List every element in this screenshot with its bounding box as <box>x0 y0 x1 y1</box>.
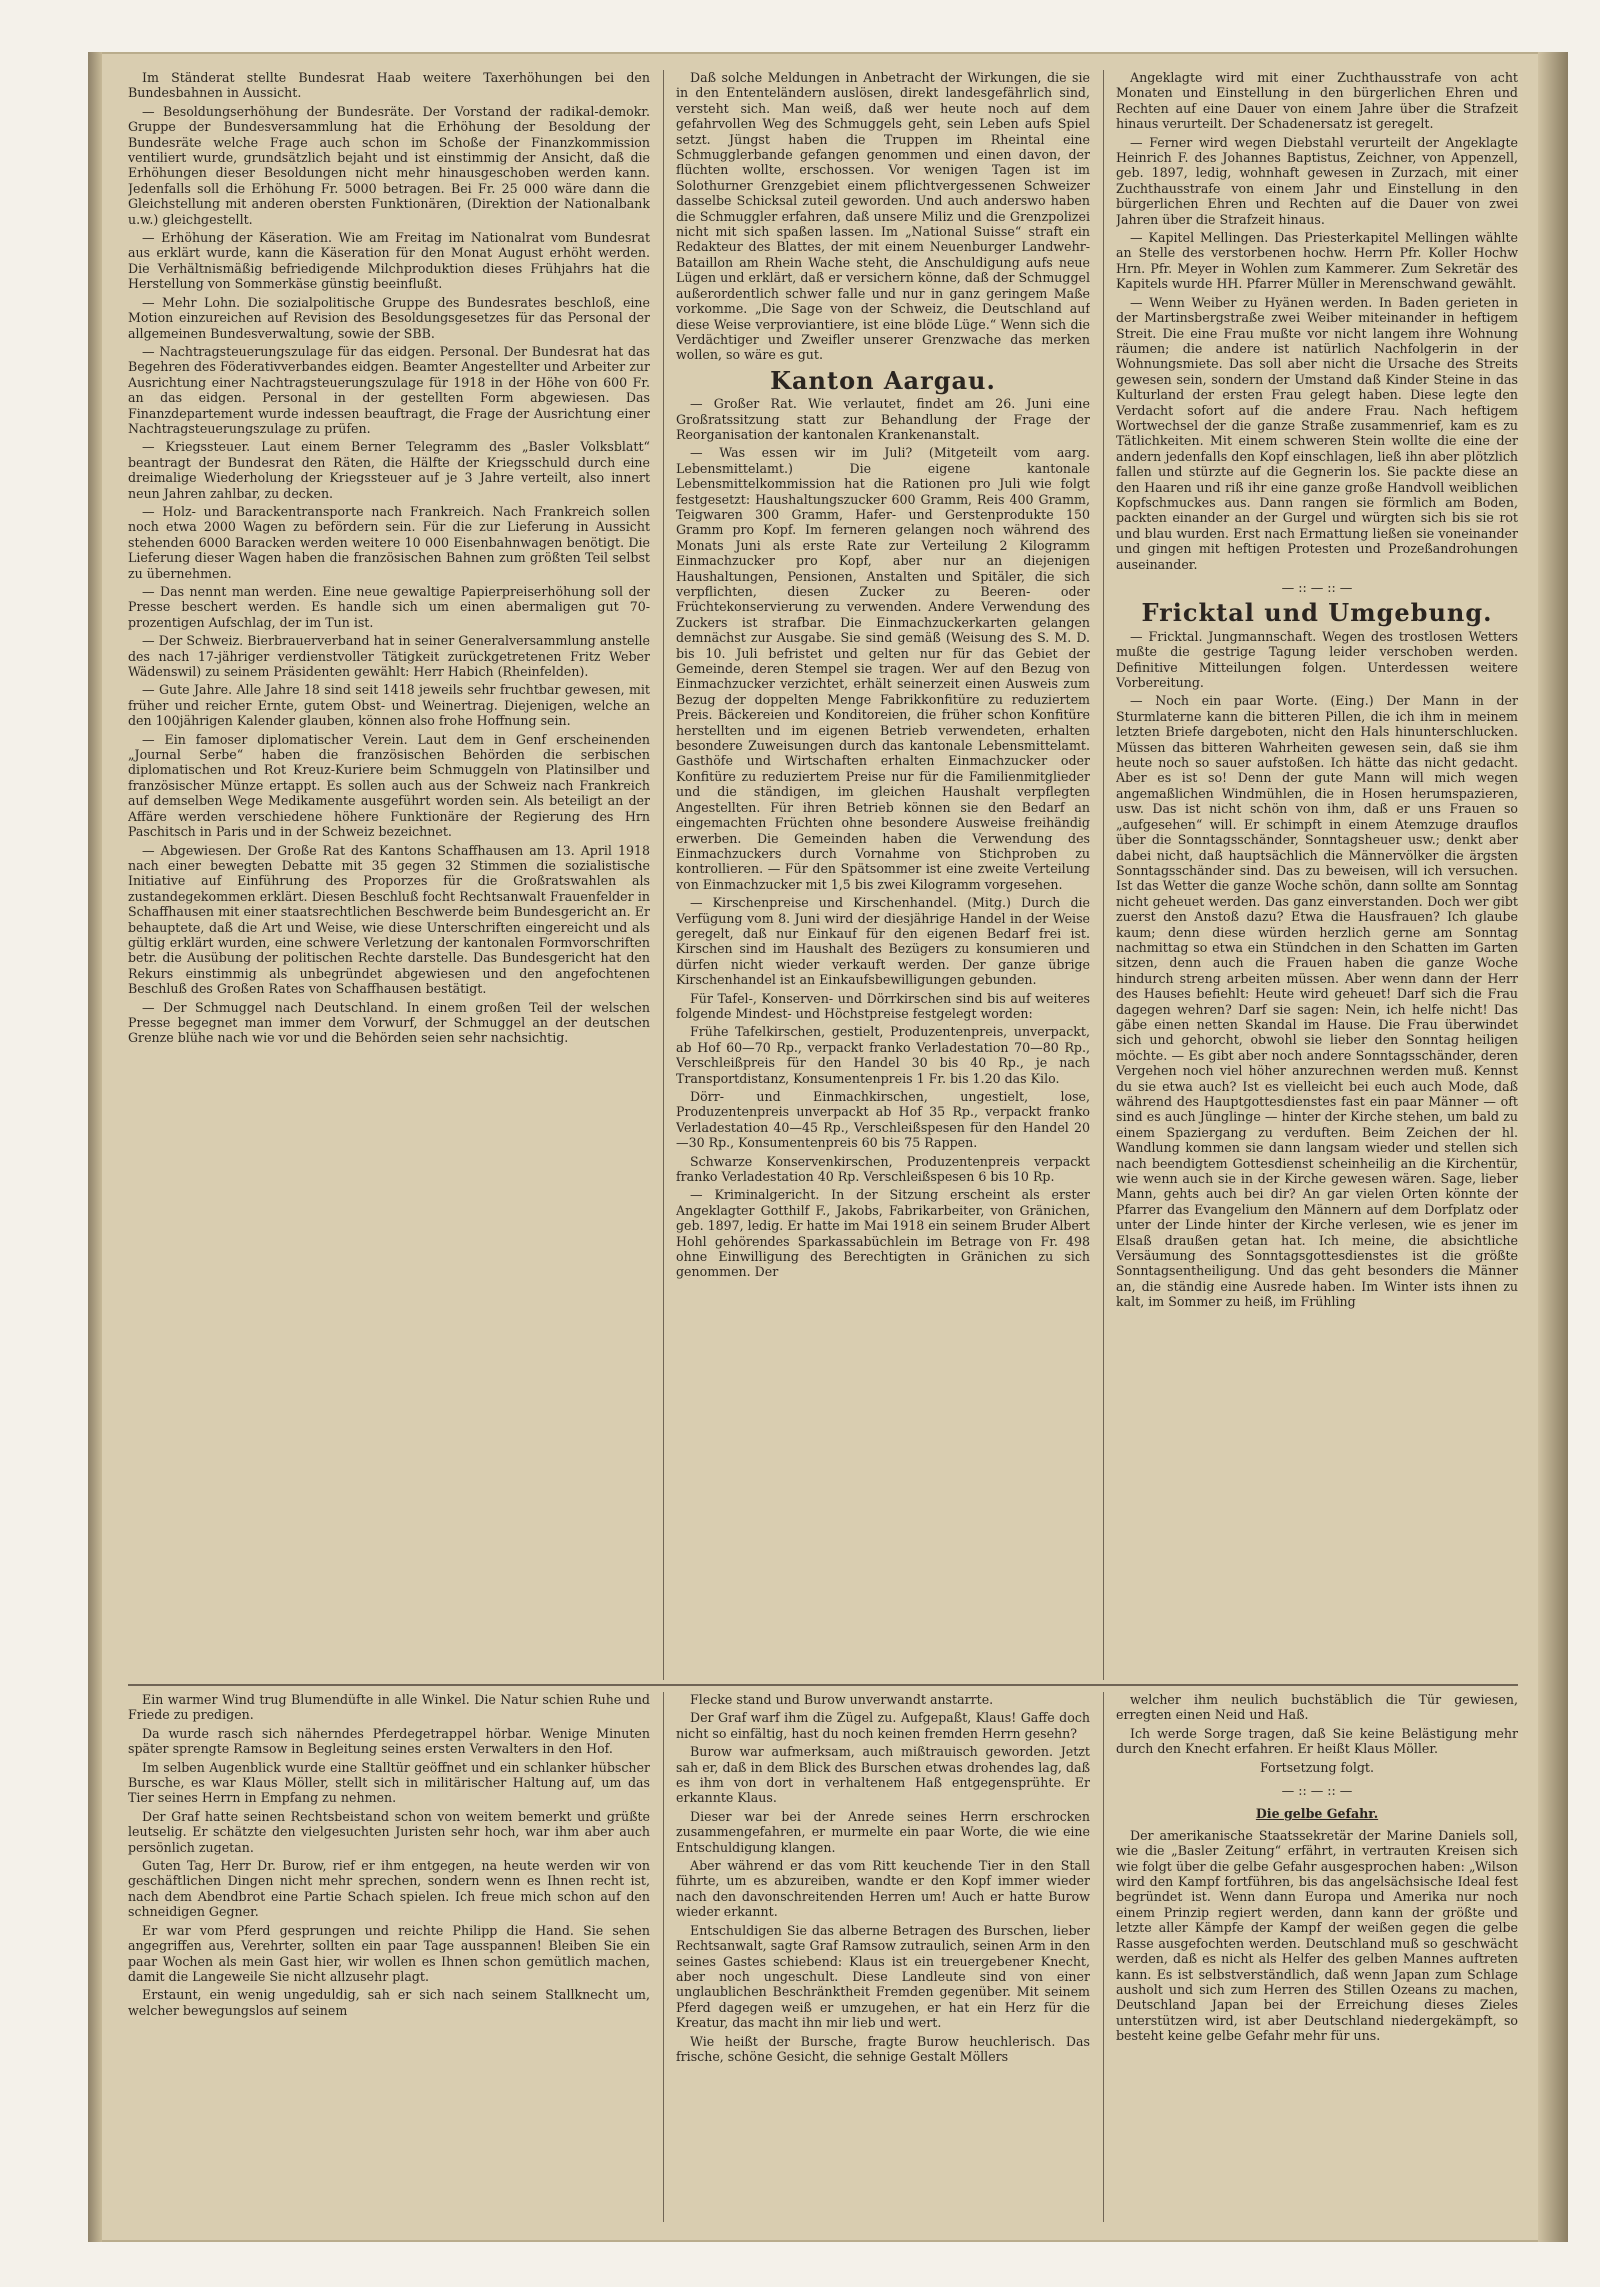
feuilleton-left <box>128 1692 650 2222</box>
book-binding <box>88 52 102 2242</box>
article-paragraph: — Großer Rat. Wie verlautet, findet am 26. Juni eine Großratssitzung statt zur Behandlung der Frage der Reorganisation der kantonalen Krankenanstalt. <box>676 396 1090 442</box>
feuilleton-middle <box>676 1692 1090 2222</box>
article-paragraph: Angeklagte wird mit einer Zuchthausstrafe von acht Monaten und Einstellung in den bürgerlichen Ehren und Rechten auf eine Dauer von einem Jahre über die Strafzeit hinaus verurteilt. Der Schadenersatz ist geregelt. <box>1116 70 1518 132</box>
article-paragraph: — Kriminalgericht. In der Sitzung erscheint als erster Angeklagter Gotthilf F., Jakobs, Fabrikarbeiter, von Gränichen, geb. 1897, ledig. Er hatte im Mai 1918 ein seinem Bruder Albert Hohl gehörendes Sparkassabüchlein im Betrage von Fr. 498 ohne Einwilligung des Berechtigten in Gränichen zu sich genommen. Der <box>676 1187 1090 1280</box>
article-paragraph: Frühe Tafelkirschen, gestielt, Produzentenpreis, unverpackt, ab Hof 60—70 Rp., verpackt franko Verladestation 70—80 Rp., Verschleißpreis für den Handel 30 bis 40 Rp., je nach Transportdistanz, Konsumentenpreis 1 Fr. bis 1.20 das Kilo. <box>676 1024 1090 1086</box>
article-paragraph: — Kriegssteuer. Laut einem Berner Telegramm des „Basler Volksblatt“ beantragt der Bundesrat den Räten, die Hälfte der Kriegsschuld durch eine dreimalige Wiederholung der Kriegssteuer auf je 3 Jahre verteilt, also innert neun Jahren zahlbar, zu decken. <box>128 439 650 501</box>
article-paragraph: — Besoldungserhöhung der Bundesräte. Der Vorstand der radikal-demokr. Gruppe der Bundesversammlung hat die Erhöhung der Besoldung der Bundesräte welche Frage auch schon im Schoße der Finanzkommission ventiliert wurde, grundsätzlich bejaht und ist einstimmig der Ansicht, daß die Erhöhungen dieser Besoldungen nicht mehr hinausgeschoben werden kann. Jedenfalls soll die Erhöhung Fr. 5000 betragen. Bei Fr. 25 000 wäre dann die Gleichstellung mit anderen obersten Funktionären, (Direktion der Nationalbank u.w.) gleichgestellt. <box>128 103 650 227</box>
article-paragraph: — Kirschenpreise und Kirschenhandel. (Mitg.) Durch die Verfügung vom 8. Juni wird der diesjährige Handel in der Weise geregelt, daß nur Einkauf für den eigenen Bedarf frei ist. Kirschen sind im Haushalt des Bezügers zu konsumieren und dürfen nicht wieder verkauft werden. Der ganze übrige Kirschenhandel ist an Einkaufsbewilligungen gebunden. <box>676 895 1090 988</box>
article-paragraph: Da wurde rasch sich näherndes Pferdegetrappel hörbar. Wenige Minuten später sprengte Ramsow in Begleitung seines ersten Verwalters in den Hof. <box>128 1725 650 1757</box>
article-paragraph: Er war vom Pferd gesprungen und reichte Philipp die Hand. Sie sehen angegriffen aus, Verehrter, sollten ein paar Tage ausspannen! Bleiben Sie ein paar Wochen als mein Gast hier, wir wollen es Ihnen schon gemütlich machen, damit die Langeweile Sie nicht allzusehr plagt. <box>128 1922 650 1984</box>
article-paragraph: — Gute Jahre. Alle Jahre 18 sind seit 1418 jeweils sehr fruchtbar gewesen, mit früher und reicher Ernte, gutem Obst- und Weinertrag. Diejenigen, welche an den 100jährigen Kalender glauben, können also frohe Hoffnung sein. <box>128 682 650 729</box>
article-paragraph: welcher ihm neulich buchstäblich die Tür gewiesen, erregten einen Neid und Haß. <box>1116 1692 1518 1723</box>
article-paragraph: — Wenn Weiber zu Hyänen werden. In Baden gerieten in der Martinsbergstraße zwei Weiber miteinander in heftigem Streit. Die eine Frau mußte vor nicht langem ihre Wohnung räumen; die andere ist natürlich Nachfolgerin in der Wohnungsmiete. Das soll aber nicht die Ursache des Streits gewesen sein, sondern der Umstand daß Kinder Steine in das Kulturland der ersten Frau gelegt haben. Diese legte den Verdacht sofort auf die andere Frau. Nach heftigem Wortwechsel der die ganze Straße zusammenrief, kam es zu Tätlichkeiten. Mit einem schweren Stein wollte die eine der andern jedenfalls den Kopf einschlagen, ließ ihn aber plötzlich fallen und stürzte auf die Gegnerin los. Sie packte diese an den Haaren und riß ihr eine ganze große Handvoll weiblichen Kopfschmuckes aus. Dann rangen sie förmlich am Boden, packten einander an der Gurgel und würgten sich bis sie rot und blau wurden. Erst nach Ermattung ließen sie voneinander und gingen mit heftigen Protesten und Prozeßandrohungen auseinander. <box>1116 294 1518 572</box>
column-middle <box>676 70 1090 1680</box>
section-title-kanton-aargau: Kanton Aargau. <box>770 365 996 395</box>
article-paragraph: — Das nennt man werden. Eine neue gewaltige Papierpreiserhöhung soll der Presse beschert werden. Es handle sich um einen abermaligen gut 70-prozentigen Aufschlag, der im Tun ist. <box>128 584 650 630</box>
article-paragraph: — Holz- und Barackentransporte nach Frankreich. Nach Frankreich sollen noch etwa 2000 Wagen zu befördern sein. Für die zur Lieferung in Aussicht stehenden 6000 Baracken werden weitere 10 000 Eisenbahnwagen benötigt. Die Lieferung dieser Wagen haben die französischen Bahnen zum größten Teil selbst zu übernehmen. <box>128 503 650 581</box>
article-paragraph: Dieser war bei der Anrede seines Herrn erschrocken zusammengefahren, er murmelte ein paar Worte, die wie eine Entschuldigung klangen. <box>676 1808 1090 1855</box>
article-paragraph: Ich werde Sorge tragen, daß Sie keine Belästigung mehr durch den Knecht erfahren. Er heißt Klaus Möller. <box>1116 1725 1518 1757</box>
article-paragraph: Entschuldigen Sie das alberne Betragen des Burschen, lieber Rechtsanwalt, sagte Graf Ramsow zutraulich, seinen Arm in den seines Gastes schiebend: Klaus ist ein treuergebener Knecht, aber noch ungeschult. Diese Landleute sind von einer unglaublichen Beschränktheit Fremden gegenüber. Mit seinem Pferd dagegen weiß er umzugehen, er hat ein Herz für die Kreatur, das macht ihn mir lieb und wert. <box>676 1922 1090 2031</box>
article-paragraph: Flecke stand und Burow unverwandt anstarrte. <box>690 1692 994 1707</box>
article-paragraph: — Abgewiesen. Der Große Rat des Kantons Schaffhausen am 13. April 1918 nach einer bewegten Debatte mit 35 gegen 32 Stimmen die sozialistische Initiative auf Einführung des Proporzes für die Großratswahlen als zustandegekommen erklärt. Diesen Beschluß focht Rechtsanwalt Frauenfelder in Schaffhausen mit einer staatsrechtlichen Beschwerde beim Bundesgericht an. Er behauptete, daß die Art und Weise, wie diese Unterschriften eingereicht und als gültig erklärt wurden, eine schwere Verletzung der kantonalen Formvorschriften betr. die Ausübung der politischen Rechte darstelle. Das Bundesgericht hat den Rekurs einstimmig als unbegründet abgewiesen und den angefochtenen Beschluß des Großen Rates von Schaffhausen bestätigt. <box>128 842 650 997</box>
section-title-fricktal: Fricktal und Umgebung. <box>1141 598 1493 628</box>
continuation-note: Fortsetzung folgt. <box>1259 1759 1374 1775</box>
article-paragraph: — Ferner wird wegen Diebstahl verurteilt der Angeklagte Heinrich F. des Johannes Baptistus, Zeichner, von Appenzell, geb. 1897, ledig, wohnhaft gewesen in Zurzach, mit einer Zuchthausstrafe von einem Jahr und Einstellung in den bürgerlichen Ehren und Rechten auf die Dauer von zwei Jahren über die Strafzeit hinaus. <box>1116 134 1518 227</box>
article-paragraph: Schwarze Konservenkirschen, Produzentenpreis verpackt franko Verladestation 40 Rp. Verschleißspesen 6 bis 10 Rp. <box>676 1153 1090 1185</box>
newspaper-page <box>88 52 1568 2242</box>
article-paragraph: Der amerikanische Staatssekretär der Marine Daniels soll, wie die „Basler Zeitung“ erfährt, in vertrauten Kreisen sich wie folgt über die gelbe Gefahr ausgesprochen haben: „Wilson wird den Kampf fortführen, bis das angelsächsische Ideal fest begründet ist. Wenn dann Europa und Amerika nur noch einem Prinzip regiert werden, dann kann der größte und letzte aller Kämpfe der Kampf der weißen gegen die gelbe Rasse ausgefochten werden. Deutschland muß so geschwächt werden, daß es nicht als Helfer des gelben Mannes auftreten kann. Es ist selbstverständlich, daß wenn Japan zum Schlage ausholt und sich zum Herren des Stillen Ozeans zu machen, Deutschland Japan bei der Erreichung dieses Zieles unterstützen wird, ist aber Deutschland niedergekämpft, so besteht keine gelbe Gefahr mehr für uns. <box>1116 1827 1518 2044</box>
article-paragraph: Im Ständerat stellte Bundesrat Haab weitere Taxerhöhungen bei den Bundesbahnen in Aussicht. <box>128 70 650 101</box>
article-paragraph: Für Tafel-, Konserven- und Dörrkirschen sind bis auf weiteres folgende Mindest- und Höchstpreise festgelegt worden: <box>676 990 1090 1021</box>
article-paragraph: — Was essen wir im Juli? (Mitgeteilt vom aarg. Lebensmittelamt.) Die eigene kantonale Lebensmittelkommission hat die Rationen pro Juli wie folgt festgesetzt: Haushaltungszucker 600 Gramm, Reis 400 Gramm, Teigwaren 300 Gramm, Hafer- und Gerstenprodukte 150 Gramm pro Kopf. Im ferneren gelangen noch während des Monats Juni als erste Rate zur Verteilung 2 Kilogramm Einmachzucker pro Kopf, aber nur an diejenigen Haushaltungen, Pensionen, Anstalten und Spitäler, die sich verpflichten, diesen Zucker zu Beeren- oder Früchtekonservierung zu verwenden. Andere Verwendung des Zuckers ist strafbar. Die Einmachzuckerkarten gelangen demnächst zur Ausgabe. Sie sind gemäß (Weisung des S. M. D. bis 10. Juli befristet und gelten nur für das Gebiet der Gemeinde, deren Stempel sie tragen. Wer auf den Bezug von Einmachzucker verzichtet, erhält seinerzeit einen Ausweis zum Bezug der doppelten Menge Fabrikkonfitüre zu reduziertem Preis. Bäckereien und Konditoreien, die früher schon Konfitüre herstellten und im eigenen Betrieb verwendeten, erhalten besondere Zuweisungen durch das kantonale Lebensmittelamt. Gasthöfe und Wirtschaften erhalten Einmachzucker oder Konfitüre zu reduziertem Preise nur für die Familienmitglieder und die ständigen, im gleichen Haushalt verpflegten Angestellten. Für ihren Betrieb können sie den Bedarf an eingemachten Früchten ohne besondere Ausweise freihändig erwerben. Die Gemeinden haben die Verwendung des Einmachzuckers durch Vornahme von Stichproben zu kontrollieren. — Für den Spätsommer ist eine zweite Verteilung von Einmachzucker mit 1,5 bis zwei Kilogramm vorgesehen. <box>676 445 1090 892</box>
article-paragraph: — Fricktal. Jungmannschaft. Wegen des trostlosen Wetters mußte die gestrige Tagung leider verschoben werden. Definitive Mitteilungen folgen. Unterdessen weitere Vorbereitung. <box>1116 628 1518 691</box>
article-paragraph: Burow war aufmerksam, auch mißtrauisch geworden. Jetzt sah er, daß in dem Blick des Burschen etwas drohendes lag, daß es ihm von dort in verhaltenem Haß entgegensprühte. Er erkannte Klaus. <box>676 1744 1090 1806</box>
article-paragraph: Im selben Augenblick wurde eine Stalltür geöffnet und ein schlanker hübscher Bursche, es war Klaus Möller, stellt sich in militärischer Haltung auf, um das Tier seines Herrn in Empfang zu nehmen. <box>128 1759 650 1806</box>
section-separator: — :: — :: — <box>1281 580 1353 595</box>
article-paragraph: Daß solche Meldungen in Anbetracht der Wirkungen, die sie in den Ententeländern auslösen, direkt landesgefährlich sind, versteht sich. Man weiß, daß wer heute noch auf dem gefahrvollen Weg des Schmuggels geht, sein Leben aufs Spiel setzt. Jüngst haben die Truppen im Rheintal eine Schmugglerbande gefangen genommen und einen davon, der flüchten wollte, erschossen. Vor wenigen Tagen ist im Solothurner Grenzgebiet einem pflichtvergessenen Schweizer dasselbe Schicksal zuteil geworden. Und auch anderswo haben die Schmuggler erfahren, daß unsere Miliz und die Grenzpolizei nicht mit sich spaßen lassen. Im „National Suisse“ straft ein Redakteur des Blattes, der mit einem Neuenburger Landwehr-Bataillon am Rhein Wache steht, die Anschuldigung aufs neue Lügen und erklärt, daß er versichern könne, daß der Schmuggel außerordentlich schwer falle und nur in ganz geringem Maße vorkomme. „Die Sage von der Schweiz, die Deutschland auf diese Weise verproviantiere, ist eine blöde Lüge.“ Wenn sich die Verdächtiger und Zweifler unserer Grenzwache das merken wollen, so wäre es gut. <box>676 70 1090 363</box>
article-paragraph: — Der Schweiz. Bierbrauerverband hat in seiner Generalversammlung anstelle des nach 17-jähriger verdienstvoller Tätigkeit zurückgetretenen Fritz Weber Wädenswil) zu seinem Präsidenten gewählt: Herr Habich (Rheinfelden). <box>128 633 650 680</box>
bottom-rule-1 <box>663 1692 664 2222</box>
article-paragraph: Der Graf hatte seinen Rechtsbeistand schon von weitem bemerkt und grüßte leutselig. Er schätzte den vielgesuchten Juristen sehr hoch, war ihm aber auch persönlich zugetan. <box>128 1808 650 1855</box>
column-rule-2 <box>1103 70 1104 1680</box>
article-paragraph: — Ein famoser diplomatischer Verein. Laut dem in Genf erscheinenden „Journal Serbe“ haben die französischen Behörden die serbischen diplomatischen und Rot Kreuz-Kuriere beim Schmuggeln von Platinsilber und französischer Münze ertappt. Es sollen auch aus der Schweiz nach Frankreich auf demselben Wege Medikamente ausgeführt worden sein. Als beteiligt an der Affäre werden verschiedene höhere Funktionäre der Regierung des Hrn Paschitsch in Paris und in der Schweiz bezeichnet. <box>128 731 650 840</box>
article-paragraph: Guten Tag, Herr Dr. Burow, rief er ihm entgegen, na heute werden wir von geschäftlichen Dingen nicht mehr sprechen, sondern wenn es Ihnen recht ist, nach dem Abendbrot eine Partie Schach spielen. Ich freue mich schon auf den schneidigen Gegner. <box>128 1858 650 1920</box>
feuilleton-right <box>1116 1692 1518 2222</box>
feuilleton-rule <box>128 1684 1518 1686</box>
article-paragraph: Ein warmer Wind trug Blumendüfte in alle Winkel. Die Natur schien Ruhe und Friede zu predigen. <box>128 1692 650 1723</box>
article-paragraph: Wie heißt der Bursche, fragte Burow heuchlerisch. Das frische, schöne Gesicht, die sehnige Gestalt Möllers <box>676 2033 1090 2064</box>
bottom-rule-2 <box>1103 1692 1104 2222</box>
column-rule-1 <box>663 70 664 1680</box>
article-paragraph: — Noch ein paar Worte. (Eing.) Der Mann in der Sturmlaterne kann die bitteren Pillen, die ich ihm in meinem letzten Briefe dargeboten, nicht den Hals hinunterschlucken. Müssen das bitteren Wahrheiten gewesen sein, daß sie ihm heute noch so sauer aufstoßen. Ich hätte das nicht gedacht. Aber es ist so! Denn der gute Mann will mich wegen angemaßlichen Windmühlen, die in Hosen herumspazieren, usw. Das ist nicht schön von ihm, daß er uns Frauen so „aufgesehen“ will. Er schimpft in einem Atemzuge drauflos über die Sonntagsschänder, Sonntagsheuer usw.; denkt aber dabei nicht, daß hauptsächlich die Männervölker die ärgsten Sonntagsschänder sind. Das zu beweisen, will ich versuchen. Ist das Wetter die ganze Woche schön, dann sollte am Sonntag nicht geheuet werden. Das ganz einverstanden. Doch wer gibt zuerst den Anstoß dazu? Etwa die Hausfrauen? Ich glaube kaum; denn diese würden herzlich gerne am Sonntag nachmittag so etwa ein Stündchen in den Schatten im Garten sitzen, denn auch die Frauen haben die ganze Woche hindurch streng arbeiten müssen. Aber wenn dann der Herr des Hauses befiehlt: Heute wird geheuet! Darf sich die Frau dagegen wehren? Darf sie sagen: Nein, ich helfe nicht! Das gäbe einen netten Skandal im Hause. Die Frau überwindet sich und gehorcht, obwohl sie lieber den Sonntag heiligen möchte. — Es gibt aber noch andere Sonntagsschänder, deren Vergehen noch viel höher anzurechnen werden muß. Kennst du sie etwa auch? Ist es vielleicht bei euch auch Mode, daß während des Hauptgottesdienstes fast ein paar Männer — oft sind es auch Jünglinge — hinter der Kirche stehen, um bald zu einem Spaziergang zu verduften. Beim Zeichen der hl. Wandlung kommen sie dann langsam wieder und stellen sich nach beendigtem Gottesdienst scheinheilig an die Kirchentür, wie wenn auch sie in der Kirche gewesen wären. Sage, lieber Mann, gehts auch bei dir? An gar vielen Orten könnte der Pfarrer das Evangelium den Männern auf dem Dorfplatz oder unter der Linde hinter der Kirche verlesen, wie es jener im Elsaß draußen getan hat. Ich meine, die absichtliche Versäumung des Sonntagsgottesdienstes ist die größte Sonntagsentheiligung. Und das geht besonders die Männer an, die ständig eine Ausrede haben. Im Winter ists ihnen zu kalt, im Sommer zu heiß, im Frühling <box>1116 693 1518 1310</box>
article-paragraph: Erstaunt, ein wenig ungeduldig, sah er sich nach seinem Stallknecht um, welcher bewegungslos auf seinem <box>128 1987 650 2018</box>
article-paragraph: — Nachtragsteuerungszulage für das eidgen. Personal. Der Bundesrat hat das Begehren des Föderativverbandes eidgen. Beamter Angestellter und Arbeiter zur Ausrichtung einer Nachtragsteuerungszulage für 1918 in der Höhe von 600 Fr. an das eidgen. Personal in der gestellten Form abgewiesen. Das Finanzdepartement wurde indessen beauftragt, die Frage der Ausrichtung einer Nachtragsteuerungszulage zu prüfen. <box>128 343 650 436</box>
page-edge <box>1538 52 1568 2242</box>
box-title-gelbe-gefahr: Die gelbe Gefahr. <box>1255 1806 1379 1822</box>
article-paragraph: Der Graf warf ihm die Zügel zu. Aufgepaßt, Klaus! Gaffe doch nicht so einfältig, hast du noch keinen fremden Herrn gesehn? <box>676 1710 1090 1741</box>
article-paragraph: Aber während er das vom Ritt keuchende Tier in den Stall führte, um es abzureiben, wandte er den Kopf immer wieder nach den davonschreitenden Herren um! Auch er hatte Burow wieder erkannt. <box>676 1858 1090 1920</box>
article-paragraph: — Mehr Lohn. Die sozialpolitische Gruppe des Bundesrates beschloß, eine Motion einzureichen auf Revision des Besoldungsgesetzes für das Personal der allgemeinen Bundesverwaltung, sowie der SBB. <box>128 294 650 341</box>
article-paragraph: — Der Schmuggel nach Deutschland. In einem großen Teil der welschen Presse begegnet man immer dem Vorwurf, der Schmuggel an der deutschen Grenze blühe nach wie vor und die Behörden seien sehr nachsichtig. <box>128 999 650 1046</box>
article-paragraph: — Erhöhung der Käseration. Wie am Freitag im Nationalrat vom Bundesrat aus erklärt wurde, kann die Käseration für den Monat August erhöht werden. Die Verhältnismäßig befriedigende Milchproduktion dieses Frühjahrs hat die Herstellung von Sommerkäse günstig beeinflußt. <box>128 230 650 292</box>
feuilleton-separator: — :: — :: — <box>1281 1783 1353 1799</box>
article-paragraph: Dörr- und Einmachkirschen, ungestielt, lose, Produzentenpreis unverpackt ab Hof 35 Rp., verpackt franko Verladestation 40—45 Rp., Verschleißspesen für den Handel 20—30 Rp., Konsumentenpreis 60 bis 75 Rappen. <box>676 1089 1090 1151</box>
column-right <box>1116 70 1518 1680</box>
column-left <box>128 70 650 1680</box>
article-paragraph: — Kapitel Mellingen. Das Priesterkapitel Mellingen wählte an Stelle des verstorbenen hochw. Herrn Pfr. Koller Hochw Hrn. Pfr. Meyer in Wohlen zum Kammerer. Zum Sekretär des Kapitels wurde HH. Pfarrer Müller in Merenschwand gewählt. <box>1116 230 1518 292</box>
